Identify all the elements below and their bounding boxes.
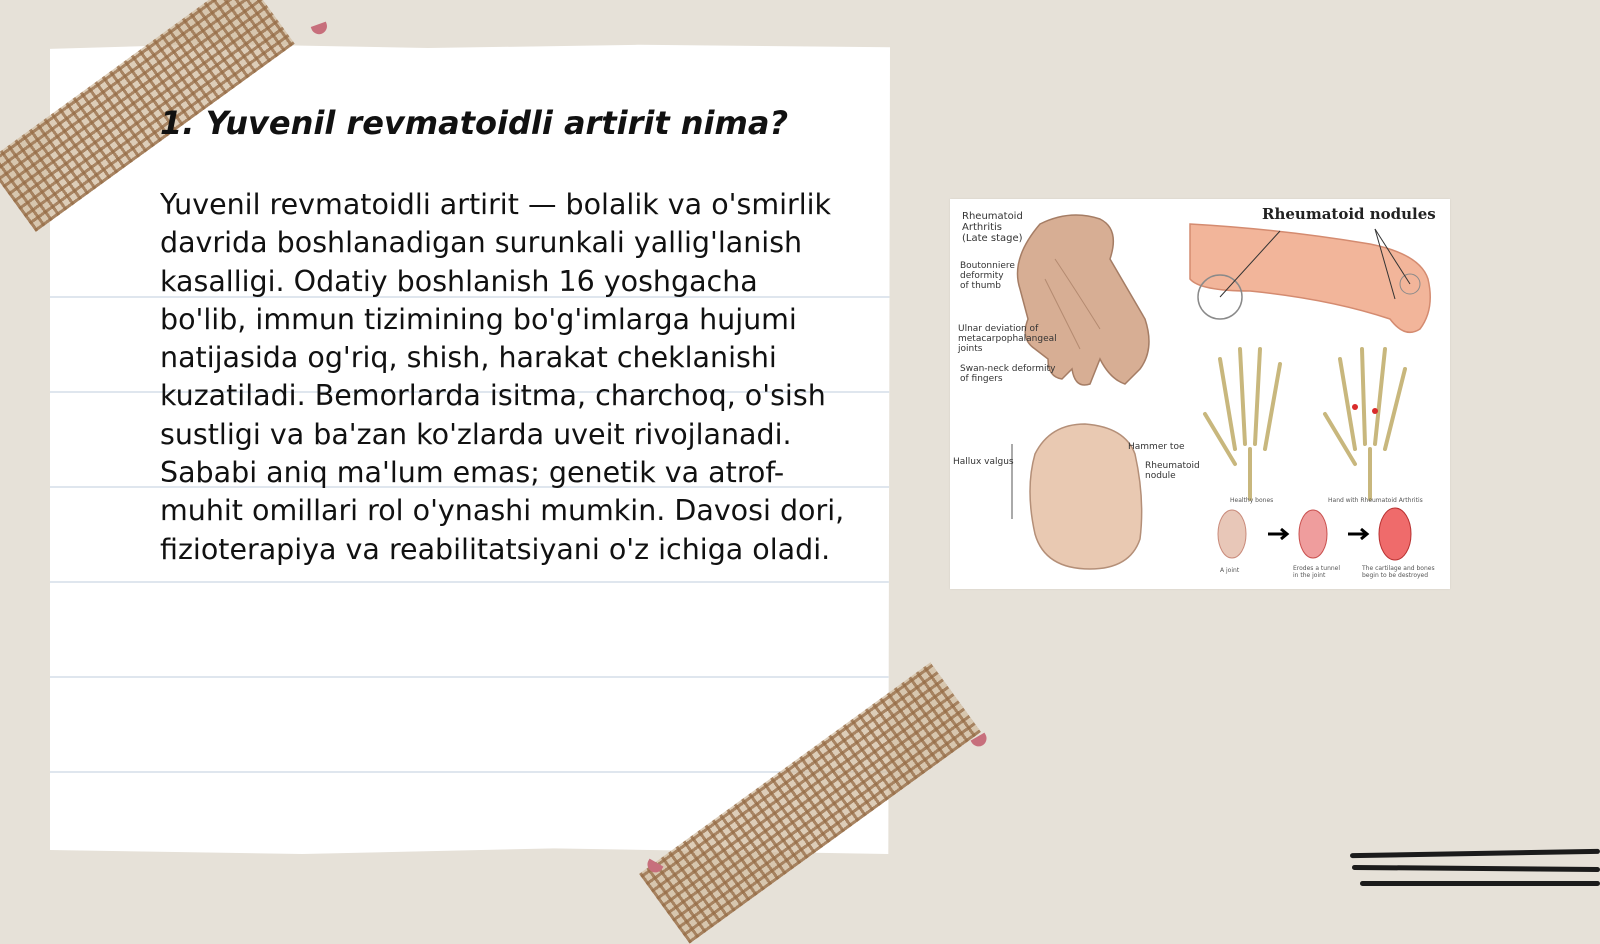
figure-label-joint-destroyed — [1362, 565, 1435, 579]
figure-label-line: deformity — [960, 271, 1004, 281]
figure-label-boutonniere — [960, 261, 1015, 291]
ruled-line — [50, 581, 890, 583]
figure-heading: Rheumatoid nodules — [1262, 205, 1436, 223]
figure-label-ulnar — [958, 324, 1057, 354]
decorative-brush-stroke — [1360, 881, 1600, 886]
figure-label-line: Ulnar deviation of — [958, 324, 1039, 334]
figure-label-line: The cartilage and bones — [1362, 565, 1435, 572]
deformed-hand-drawing — [1018, 215, 1150, 385]
illustration-drawing — [950, 199, 1450, 589]
figure-label-line: begin to be destroyed — [1362, 572, 1429, 579]
figure-label-healthy-bones: Healthy bones — [1230, 497, 1274, 504]
figure-label-line: Rheumatoid — [962, 211, 1023, 222]
figure-label-line: Arthritis — [962, 222, 1003, 233]
joint-progression-drawing — [1218, 508, 1411, 560]
ruled-line — [50, 676, 890, 678]
foot-drawing — [1012, 424, 1142, 569]
ruled-line — [50, 771, 890, 773]
figure-label-line: in the joint — [1293, 572, 1326, 579]
pin-top — [311, 22, 329, 37]
figure-label-line: metacarpophalangeal — [958, 334, 1057, 344]
figure-label-ra-hand: Hand with Rheumatoid Arthritis — [1328, 497, 1423, 504]
figure-label-joint-erosion — [1293, 565, 1340, 579]
figure-label-nodule — [1145, 461, 1200, 481]
decorative-brush-stroke — [1352, 865, 1600, 872]
slide-body-text: Yuvenil revmatoidli artirit — bolalik va o'smirlik davrida boshlanadigan surunkali yallig'lanish kasalligi. Odatiy boshlanish 16 yoshgacha bo'lib, immun tizimining bo'g'imlarga hujumi natijasida og'riq, shish, harakat cheklanishi kuzatiladi. Bemorlarda isitma, charchoq, o'sish sustligi va ba'zan ko'zlarda uveit rivojlanadi. Sababi aniq ma'lum emas; genetik va atrof-muhit omillari rol o'ynashi mumkin. Davosi dori, fizioterapiya va reabilitatsiyani o'z ichiga oladi. — [160, 188, 845, 566]
figure-label-line: nodule — [1145, 471, 1176, 481]
slide-title: 1. Yuvenil revmatoidli artirit nima? — [160, 104, 789, 142]
figure-label-hallux: Hallux valgus — [953, 457, 1014, 467]
figure-label-line: Boutonniere — [960, 261, 1015, 271]
decorative-brush-stroke — [1350, 849, 1600, 858]
figure-label-line: joints — [958, 344, 983, 354]
figure-label-line: Swan-neck deformity — [960, 364, 1056, 374]
figure-label-line: (Late stage) — [962, 233, 1023, 244]
figure-label-line: of fingers — [960, 374, 1003, 384]
rheumatoid-arthritis-illustration — [950, 199, 1450, 589]
figure-label-line: Rheumatoid — [1145, 461, 1200, 471]
skeleton-hands-drawing — [1205, 349, 1405, 499]
figure-label-ra — [962, 211, 1023, 244]
figure-label-swan-neck — [960, 364, 1055, 384]
forearm-nodules-drawing — [1190, 224, 1430, 332]
figure-label-line: of thumb — [960, 281, 1001, 291]
figure-label-line: Erodes a tunnel — [1293, 565, 1341, 572]
figure-label-hammer-toe: Hammer toe — [1128, 442, 1185, 452]
figure-label-joint: A joint — [1220, 567, 1240, 574]
